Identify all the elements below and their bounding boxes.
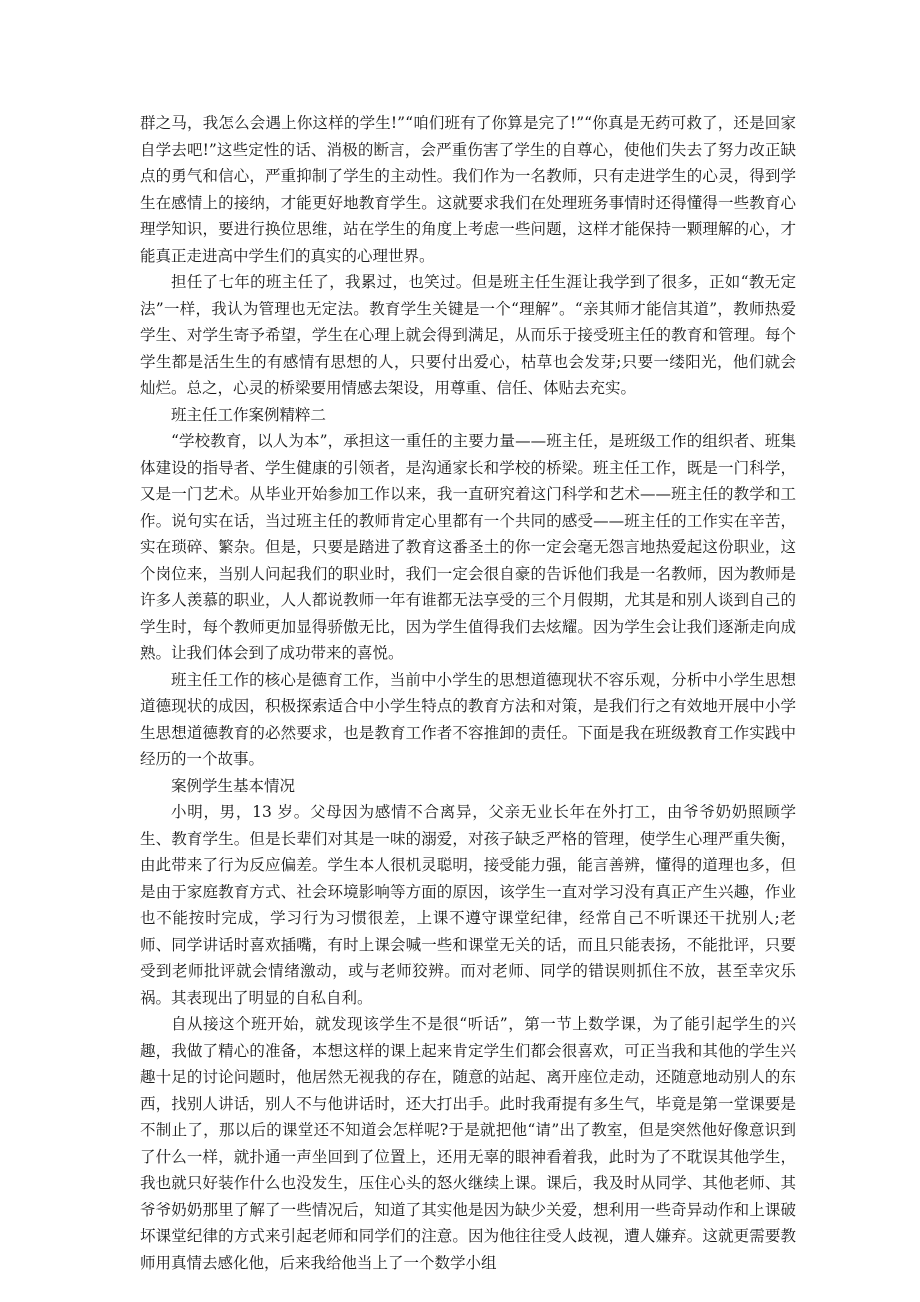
paragraph-5: 小明，男，13 岁。父母因为感情不合离异，父亲无业长年在外打工，由爷爷奶奶照顾学生、教育学生。但是长辈们对其是一味的溺爱，对孩子缺乏严格的管理，使学生心理严重失衡，由此带来了行为反应偏差。学生本人很机灵聪明，接受能力强，能言善辨，懂得的道理也多，但是由于家庭教育方式、社会环境影响等方面的原因，该学生一直对学习没有真正产生兴趣，作业也不能按时完成，学习行为习惯很差，上课不遵守课堂纪律，经常自己不听课还干扰别人;老师、同学讲话时喜欢插嘴，有时上课会喊一些和课堂无关的话，而且只能表扬，不能批评，只要受到老师批评就会情绪激动，或与老师狡辨。而对老师、同学的错误则抓住不放，甚至幸灾乐祸。其表现出了明显的自私自利。 [140,803,796,1007]
section-heading: 班主任工作案例精粹二 [171,405,327,424]
paragraph-6: 自从接这个班开始，就发现该学生不是很“听话”，第一节上数学课，为了能引起学生的兴趣，我做了精心的准备，本想这样的课上起来肯定学生们都会很喜欢，可正当我和其他的学生兴趣十足的讨论问题时，他居然无视我的存在，随意的站起、离开座位走动，还随意地动别人的东西，找别人讲话，别人不与他讲话时，还大打出手。此时我甭提有多生气，毕竟是第一堂课要是不制止了，那以后的课堂还不知道会怎样呢?于是就把他“请”出了教室，但是突然他好像意识到了什么一样，就扑通一声坐回到了位置上，还用无辜的眼神看着我，此时为了不耽误其他学生，我也就只好装作什么也没发生，压住心头的怒火继续上课。课后，我及时从同学、其他老师、其爷爷奶奶那里了解了一些情况后，知道了其实他是因为缺少关爱，想利用一些奇异动作和上课破坏课堂纪律的方式来引起老师和同学们的注意。因为他往往受人歧视，遭人嫌弃。这就更需要教师用真情去感化他，后来我给他当上了一个数学小组 [140,1015,796,1272]
paragraph-2: 担任了七年的班主任了，我累过，也笑过。但是班主任生涯让我学到了很多，正如“教无定法”一样，我认为管理也无定法。教育学生关键是一个“理解”。“亲其师才能信其道”，教师热爱学生、对学生寄予希望，学生在心理上就会得到满足，从而乐于接受班主任的教育和管理。每个学生都是活生生的有感情有思想的人，只要付出爱心，枯草也会发芽;只要一缕阳光，他们就会灿烂。总之，心灵的桥梁要用情感去架设，用尊重、信任、体贴去充实。 [140,273,796,397]
paragraph-1: 群之马，我怎么会遇上你这样的学生!”“咱们班有了你算是完了!”“你真是无药可救了，还是回家自学去吧!”这些定性的话、消极的断言，会严重伤害了学生的自尊心，使他们失去了努力改正缺点的勇气和信心，严重抑制了学生的主动性。我们作为一名教师，只有走进学生的心灵，得到学生在感情上的接纳，才能更好地教育学生。这就要求我们在处理班务事情时还得懂得一些教育心理学知识，要进行换位思维，站在学生的角度上考虑一些问题，这样才能保持一颗理解的心，才能真正走进高中学生们的真实的心理世界。 [140,114,796,265]
paragraph-3: “学校教育，以人为本”，承担这一重任的主要力量——班主任，是班级工作的组织者、班集体建设的指导者、学生健康的引领者，是沟通家长和学校的桥梁。班主任工作，既是一门科学，又是一门艺术。从毕业开始参加工作以来，我一直研究着这门科学和艺术——班主任的教学和工作。说句实在话，当过班主任的教师肯定心里都有一个共同的感受——班主任的工作实在辛苦，实在琐碎、繁杂。但是，只要是踏进了教育这番圣土的你一定会毫无怨言地热爱起这份职业，这个岗位来，当别人问起我们的职业时，我们一定会很自豪的告诉他们我是一名教师，因为教师是许多人羡慕的职业，人人都说教师一年有谁都无法享受的三个月假期，尤其是和别人谈到自己的学生时，每个教师更加显得骄傲无比，因为学生值得我们去炫耀。因为学生会让我们逐渐走向成熟。让我们体会到了成功带来的喜悦。 [140,432,796,662]
document-page [140,110,796,1276]
subsection-heading: 案例学生基本情况 [171,776,296,795]
paragraph-4: 班主任工作的核心是德育工作，当前中小学生的思想道德现状不容乐观，分析中小学生思想道德现状的成因，积极探索适合中小学生特点的教育方法和对策，是我们行之有效地开展中小学生思想道德教育的必然要求，也是教育工作者不容推卸的责任。下面是我在班级教育工作实践中经历的一个故事。 [140,670,796,768]
